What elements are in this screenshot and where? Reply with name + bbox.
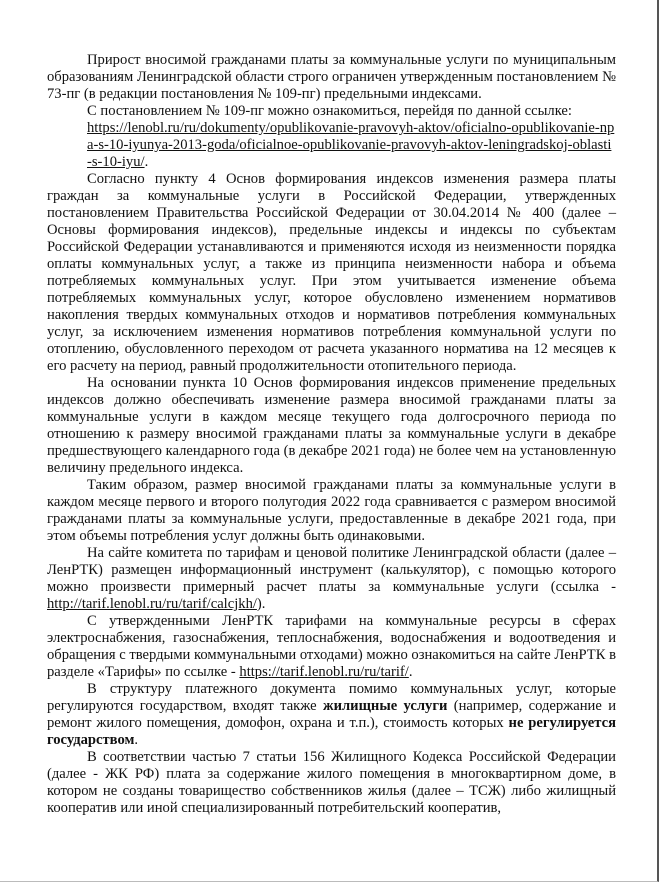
tariffs-link[interactable]: https://tarif.lenobl.ru/ru/tarif/	[239, 664, 409, 680]
paragraph-8-part-a: В структуру платежного документа помимо коммунальных услуг, которые регулируются государством, входят также	[47, 681, 616, 714]
calculator-link[interactable]: http://tarif.lenobl.ru/ru/tarif/calcjkh/	[47, 596, 257, 612]
paragraph-6-end: ).	[256, 596, 266, 612]
housing-services-bold: жилищные услуги	[323, 698, 448, 714]
paragraph-7-text: С утвержденными ЛенРТК тарифами на коммунальные ресурсы в сферах электроснабжения, газоснабжения, теплоснабжения, водоснабжения и водоотведения и обращения с твердыми коммунальными отходами) можно ознакомиться на сайте ЛенРТК в разделе «Тарифы» по ссылке -	[47, 613, 616, 680]
paragraph-2	[47, 103, 616, 120]
resolution-109-link[interactable]: https://lenobl.ru/ru/dokumenty/opublikovanie-pravovyh-aktov/oficialno-opublikovanie-npa-s-10-iyunya-2013-goda/oficialnoe-opublikovanie-pravovyh-aktov-leningradskoj-oblasti-s-10-iyu/	[87, 120, 615, 170]
paragraph-2-end: .	[144, 154, 149, 170]
paragraph-7	[47, 613, 616, 681]
not-regulated-bold: не регулируется государством	[47, 715, 616, 748]
paragraph-2-text: С постановлением № 109-пг можно ознакомиться, перейдя по данной ссылке:	[87, 103, 572, 119]
paragraph-7-end: .	[408, 664, 413, 680]
paragraph-9: В соответствии частью 7 статьи 156 Жилищного Кодекса Российской Федерации (далее - ЖК РФ) плата за содержание жилого помещения в многоквартирном доме, в котором не созданы товарищество собственников жилья (далее – ТСЖ) либо жилищный кооператив или иной специализированный потребительский кооператив,	[47, 749, 616, 816]
paragraph-5: Таким образом, размер вносимой гражданами платы за коммунальные услуги в каждом месяце первого и второго полугодия 2022 года сравнивается с размером вносимой гражданами платы за коммунальные услуги, предоставленные в декабре 2021 года, при этом объемы потребления услуг должны быть одинаковыми.	[47, 477, 616, 544]
document-body	[47, 52, 616, 817]
paragraph-4: На основании пункта 10 Основ формирования индексов применение предельных индексов должно обеспечивать изменение размера вносимой гражданами платы за коммунальные услуги в каждом месяце текущего года долгосрочного периода по отношению к размеру вносимой гражданами платы за коммунальные услуги в декабре предшествующего календарного года (в декабре 2021 года) не более чем на установленную величину предельного индекса.	[47, 375, 617, 476]
paragraph-3: Согласно пункту 4 Основ формирования индексов изменения размера платы граждан за коммунальные услуги в Российской Федерации, утвержденных постановлением Правительства Российской Федерации от 30.04.2014 № 400 (далее – Основы формирования индексов), предельные индексы и индексы по субъектам Российской Федерации устанавливаются и применяются исходя из неизменности порядка оплаты коммунальных услуг, а также из принципа неизменности набора и объема потребляемых коммунальных услуг. При этом учитывается изменение объема потребляемых коммунальных услуг, которое обусловлено изменением нормативов накопления твердых коммунальных отходов и нормативов потребления коммунальных услуг, за исключением изменения нормативов потребления коммунальной услуги по отоплению, обусловленного переходом от расчета указанного норматива на 12 месяцев к его расчету на период, равный продолжительности отопительного периода.	[47, 171, 616, 374]
paragraph-8-part-c: .	[134, 732, 139, 748]
paragraph-1: Прирост вносимой гражданами платы за коммунальные услуги по муниципальным образованиям Ленинградской области строго ограничен утвержденным постановлением № 73-пг (в редакции постановления № 109-пг) предельными индексами.	[47, 52, 616, 102]
paragraph-6	[47, 545, 616, 613]
paragraph-8	[47, 681, 616, 749]
paragraph-2-link-block	[47, 120, 616, 171]
paragraph-6-text: На сайте комитета по тарифам и ценовой политике Ленинградской области (далее – ЛенРТК) размещен информационный инструмент (калькулятор), с помощью которого можно произвести примерный расчет платы за коммунальные услуги (ссылка -	[47, 545, 616, 595]
paragraph-8-part-b: (например, содержание и ремонт жилого помещения, домофон, охрана и т.п.), стоимость которых	[47, 698, 617, 731]
